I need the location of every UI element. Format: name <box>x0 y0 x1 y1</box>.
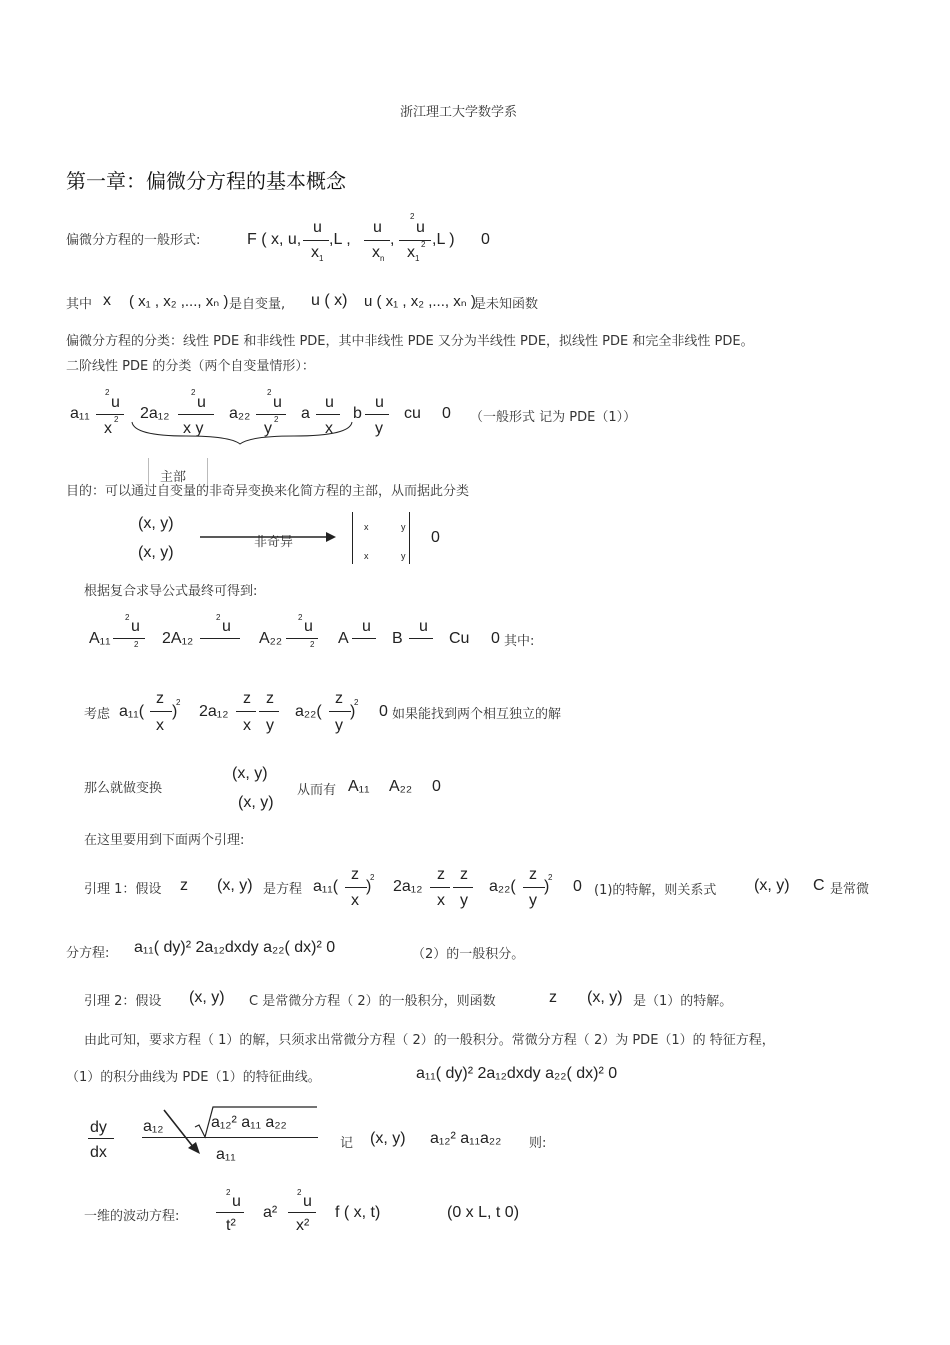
chapter-title: 第一章：偏微分方程的基本概念 <box>66 169 346 193</box>
second-order-classification-heading: 二阶线性 PDE 的分类（两个自变量情形）： <box>66 359 315 374</box>
principal-part-brace <box>130 418 355 446</box>
university-header: 浙江理工大学数学系 <box>400 105 518 120</box>
principal-part-label: 主部 <box>160 470 187 485</box>
lemmas-intro: 在这里要用到下面两个引理: <box>84 833 245 848</box>
chain-rule-text: 根据复合求导公式最终可得到: <box>84 584 258 599</box>
general-form-label: 偏微分方程的一般形式: <box>66 233 201 248</box>
classification-text: 偏微分方程的分类：线性 PDE 和非线性 PDE，其中非线性 PDE 又分为半线性 PDE，拟线性 PDE 和完全非线性 PDE。 <box>66 334 754 349</box>
purpose-text: 目的：可以通过自变量的非奇异变换来化简方程的主部，从而据此分类 <box>66 484 470 499</box>
strike-arrow-icon <box>160 1108 204 1156</box>
right-arrow-icon <box>198 530 338 544</box>
